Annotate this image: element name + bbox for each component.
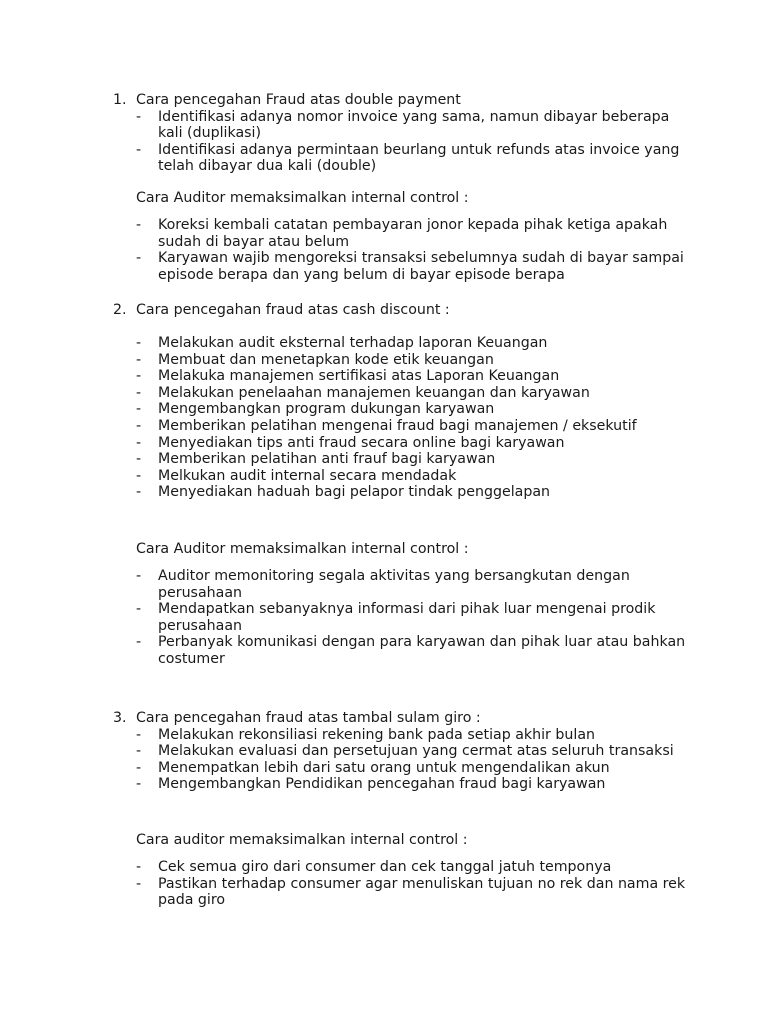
section-heading	[113, 302, 693, 319]
auditor-block-3	[113, 832, 693, 849]
auditor-list	[113, 568, 693, 668]
auditor-list	[113, 217, 693, 283]
section-1	[113, 92, 693, 175]
auditor-heading: Cara auditor memaksimalkan internal control :	[136, 832, 468, 848]
list-item: - Melakukan penelaahan manajemen keuangan dan karyawan	[136, 384, 590, 401]
list-item: - Memberikan pelatihan anti frauf bagi karyawan	[136, 451, 496, 468]
list-item: - Melakukan rekonsiliasi rekening bank pada setiap akhir bulan	[136, 726, 596, 743]
list-item: - Memberikan pelatihan mengenai fraud bagi manajemen / eksekutif	[136, 417, 637, 434]
section-3	[113, 710, 693, 793]
list-item: - Melkukan audit internal secara mendadak	[136, 467, 457, 484]
auditor-list-1	[113, 217, 693, 283]
auditor-list-2	[113, 568, 693, 668]
section-title: Cara pencegahan fraud atas tambal sulam giro :	[136, 710, 481, 726]
list-item: - Menempatkan lebih dari satu orang untuk mengendalikan akun	[136, 759, 610, 776]
auditor-heading: Cara Auditor memaksimalkan internal control :	[136, 541, 469, 557]
list-item: - Membuat dan menetapkan kode etik keuangan	[136, 351, 494, 368]
list-item: - Mendapatkan sebanyaknya informasi dari pihak luar mengenai prodik perusahaan	[136, 601, 656, 634]
prevention-list	[113, 335, 693, 501]
list-item: - Melakukan audit eksternal terhadap laporan Keuangan	[136, 335, 548, 351]
section-number: 1.	[113, 92, 127, 108]
auditor-list	[113, 859, 693, 909]
list-item: - Auditor memonitoring segala aktivitas yang bersangkutan dengan perusahaan	[136, 568, 630, 601]
list-item: - Menyediakan tips anti fraud secara online bagi karyawan	[136, 434, 565, 451]
section-heading	[113, 710, 693, 727]
auditor-heading: Cara Auditor memaksimalkan internal control :	[136, 190, 469, 206]
list-item: - Menyediakan haduah bagi pelapor tindak penggelapan	[136, 484, 551, 501]
list-item: - Perbanyak komunikasi dengan para karyawan dan pihak luar atau bahkan costumer	[136, 634, 686, 667]
section-heading	[113, 92, 693, 109]
section-number: 3.	[113, 710, 127, 726]
auditor-block-1	[113, 190, 693, 207]
list-item: - Cek semua giro dari consumer dan cek tanggal jatuh temponya	[136, 859, 612, 875]
list-item: - Mengembangkan Pendidikan pencegahan fraud bagi karyawan	[136, 776, 606, 793]
section-number: 2.	[113, 302, 127, 318]
prevention-list	[113, 109, 693, 175]
list-item: - Mengembangkan program dukungan karyawan	[136, 401, 495, 418]
list-item: - Identifikasi adanya permintaan beurlang untuk refunds atas invoice yang telah dibayar dua kali (double)	[136, 141, 680, 175]
section-title: Cara pencegahan fraud atas cash discount :	[136, 302, 450, 318]
section-title: Cara pencegahan Fraud atas double payment	[136, 92, 461, 108]
auditor-list-3	[113, 859, 693, 909]
list-item: - Pastikan terhadap consumer agar menuliskan tujuan no rek dan nama rek pada giro	[136, 875, 686, 909]
auditor-block-2	[113, 541, 693, 558]
list-item: - Koreksi kembali catatan pembayaran jonor kepada pihak ketiga apakah sudah di bayar atau belum	[136, 217, 668, 250]
section-2	[113, 302, 693, 319]
list-item: - Melakukan evaluasi dan persetujuan yang cermat atas seluruh transaksi	[136, 743, 674, 760]
list-item: - Identifikasi adanya nomor invoice yang sama, namun dibayar beberapa kali (duplikasi)	[136, 108, 670, 142]
prevention-list-2	[113, 335, 693, 501]
prevention-list	[113, 727, 693, 793]
list-item: - Melakuka manajemen sertifikasi atas Laporan Keuangan	[136, 368, 560, 385]
list-item: - Karyawan wajib mengoreksi transaksi sebelumnya sudah di bayar sampai episode berapa dan yang belum di bayar episode berapa	[136, 250, 684, 283]
